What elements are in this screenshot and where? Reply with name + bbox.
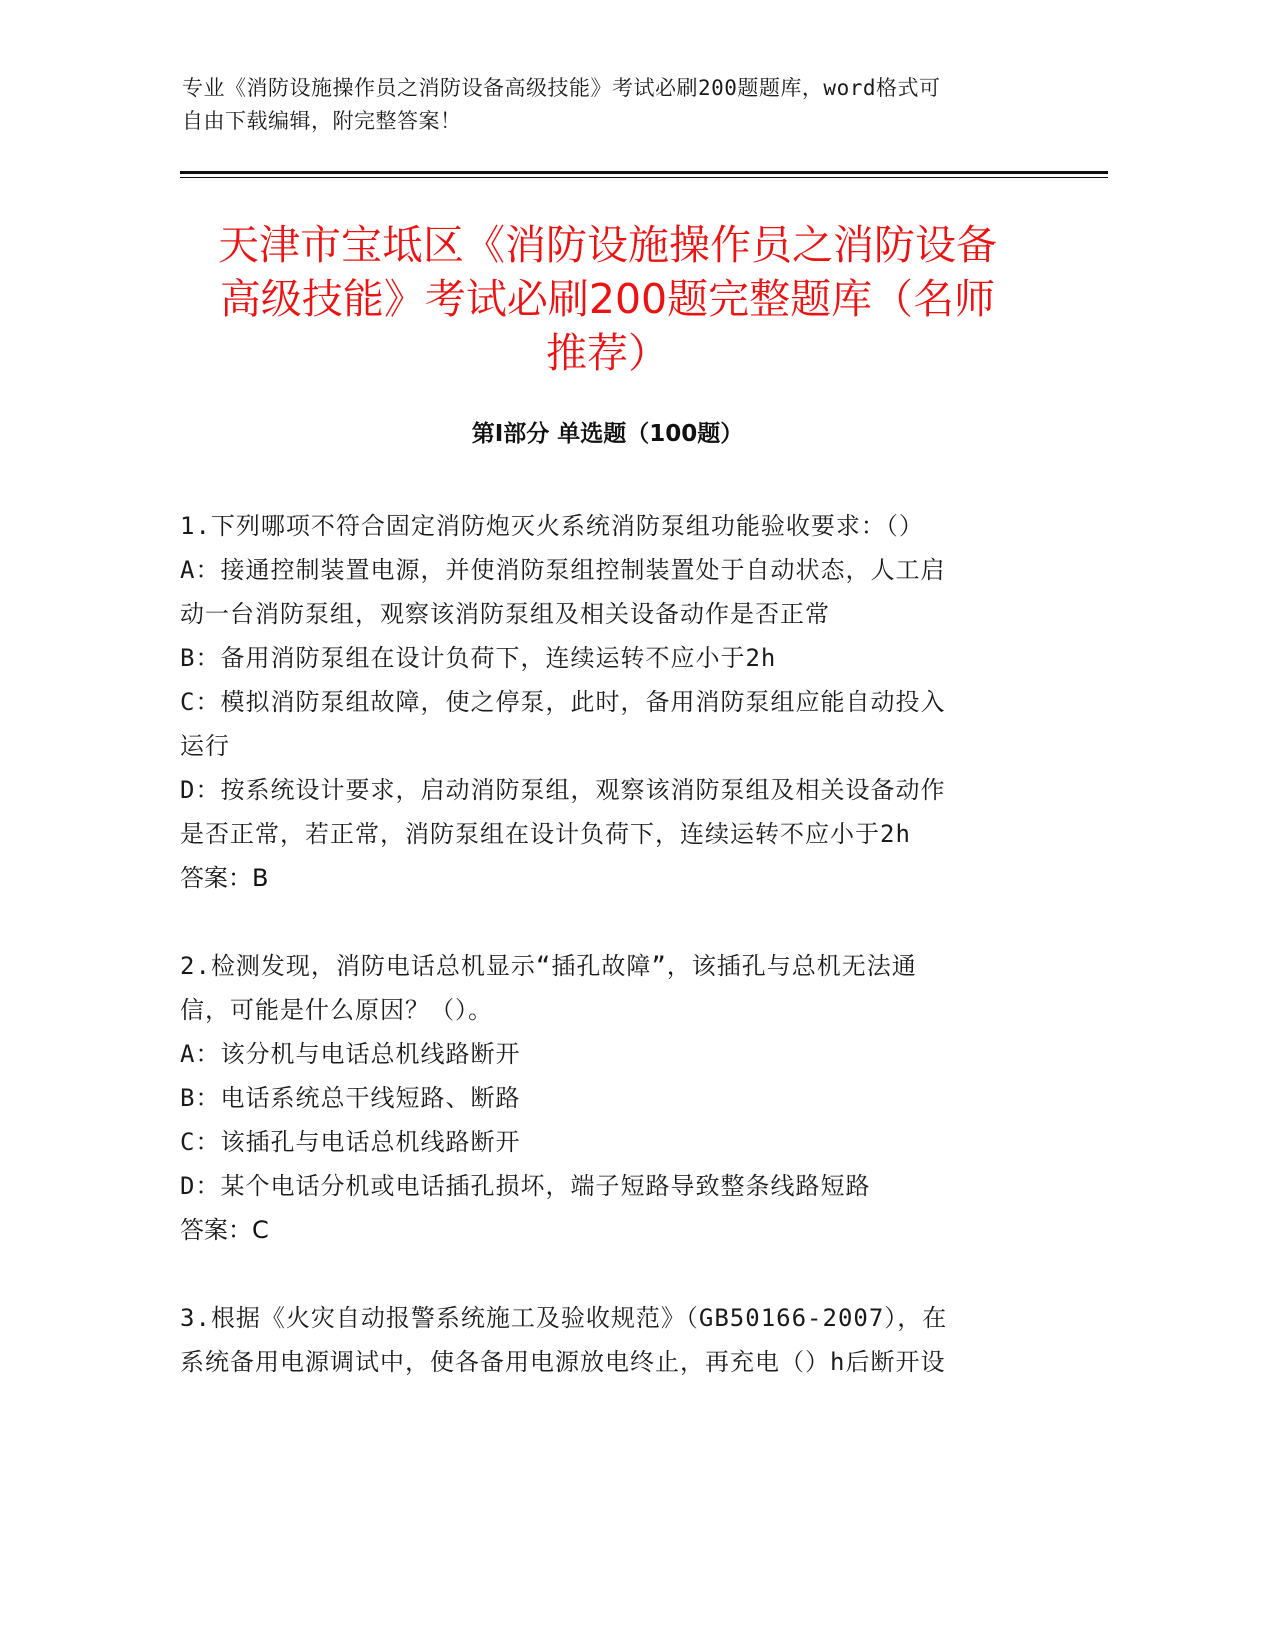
question-1-option-d: D：按系统设计要求，启动消防泵组，观察该消防泵组及相关设备动作 [180, 776, 946, 804]
document-title-line-1: 天津市宝坻区《消防设施操作员之消防设备 [218, 221, 997, 269]
question-2-stem-cont: 信，可能是什么原因？（）。 [180, 996, 493, 1024]
question-1 [180, 504, 1040, 900]
question-1-stem: 1.下列哪项不符合固定消防炮灭火系统消防泵组功能验收要求：（） [180, 512, 924, 540]
document-title-line-3: 推荐） [546, 329, 669, 377]
document-title [180, 218, 1035, 380]
question-2 [180, 944, 1040, 1252]
document-title-line-2: 高级技能》考试必刷200题完整题库（名师 [219, 275, 996, 323]
question-1-option-d-cont: 是否正常，若正常，消防泵组在设计负荷下，连续运转不应小于2h [180, 820, 911, 848]
question-1-option-c-cont: 运行 [180, 732, 230, 760]
question-2-option-c: C：该插孔与电话总机线路断开 [180, 1128, 521, 1156]
question-3-stem: 3.根据《火灾自动报警系统施工及验收规范》（GB50166-2007），在 [180, 1304, 948, 1332]
question-1-option-c: C：模拟消防泵组故障，使之停泵，此时，备用消防泵组应能自动投入 [180, 688, 946, 716]
header-note [182, 72, 1062, 138]
question-1-option-a-cont: 动一台消防泵组，观察该消防泵组及相关设备动作是否正常 [180, 600, 830, 628]
question-3 [180, 1296, 1040, 1384]
question-2-stem: 2.检测发现，消防电话总机显示“插孔故障”，该插孔与总机无法通 [180, 952, 917, 980]
question-1-option-b: B：备用消防泵组在设计负荷下，连续运转不应小于2h [180, 644, 777, 672]
question-3-stem-cont: 系统备用电源调试中，使各备用电源放电终止，再充电（）h后断开设 [180, 1348, 946, 1376]
question-2-option-a: A：该分机与电话总机线路断开 [180, 1040, 521, 1068]
header-divider-thick [180, 171, 1108, 174]
question-1-answer: 答案：B [180, 864, 269, 892]
question-list [180, 504, 1040, 1428]
question-1-option-a: A：接通控制装置电源，并使消防泵组控制装置处于自动状态，人工启 [180, 556, 946, 584]
section-heading: 第Ⅰ部分 单选题（100题） [471, 421, 744, 447]
header-note-line-2: 自由下载编辑，附完整答案！ [182, 109, 462, 133]
question-2-answer: 答案：C [180, 1216, 269, 1244]
question-2-option-b: B：电话系统总干线短路、断路 [180, 1084, 521, 1112]
header-divider-thin [180, 177, 1108, 178]
header-note-line-1: 专业《消防设施操作员之消防设备高级技能》考试必刷200题题库，word格式可 [182, 76, 941, 100]
question-2-option-d: D：某个电话分机或电话插孔损坏，端子短路导致整条线路短路 [180, 1172, 871, 1200]
